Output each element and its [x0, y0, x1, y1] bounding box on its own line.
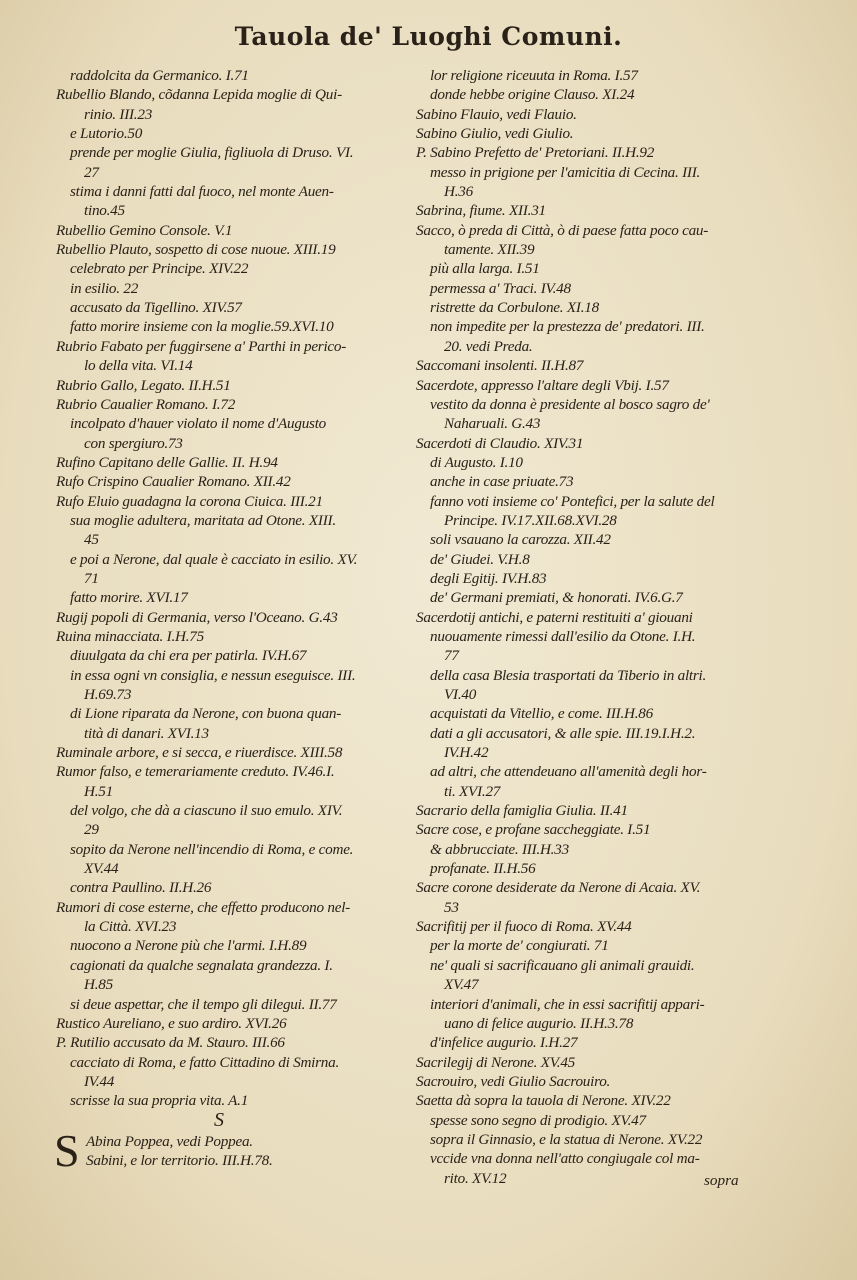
- index-entry: XV.47: [444, 976, 479, 994]
- index-entry: sopito da Nerone nell'incendio di Roma, e come.: [70, 840, 354, 858]
- index-entry: fatto morire. XVI.17: [70, 589, 188, 607]
- index-entry: d'infelice augurio. I.H.27: [430, 1034, 578, 1052]
- index-entry: nuocono a Nerone più che l'armi. I.H.89: [70, 937, 307, 955]
- index-entry: Rubrio Gallo, Legato. II.H.51: [56, 376, 231, 394]
- index-entry: Sabini, e lor territorio. III.H.78.: [86, 1152, 273, 1170]
- index-entry: celebrato per Principe. XIV.22: [70, 260, 249, 278]
- index-entry: Rubrio Caualier Romano. I.72: [56, 395, 236, 413]
- index-entry: P. Rutilio accusato da M. Stauro. III.66: [56, 1034, 285, 1052]
- index-entry: rinio. III.23: [84, 105, 153, 123]
- index-entry: Sacre corone desiderate da Nerone di Acaia. XV.: [416, 879, 701, 897]
- index-entry: fanno voti insieme co' Pontefici, per la salute del: [430, 492, 715, 510]
- left-column: [56, 66, 416, 1111]
- index-entry: della casa Blesia trasportati da Tiberio in altri.: [430, 666, 707, 684]
- index-entry: incolpato d'hauer violato il nome d'Augusto: [70, 415, 327, 433]
- drop-capital: S: [54, 1125, 80, 1176]
- index-entry: ristrette da Corbulone. XI.18: [430, 299, 599, 317]
- index-entry: P. Sabino Prefetto de' Pretoriani. II.H.92: [416, 144, 655, 162]
- index-entry: Sabino Flauio, vedi Flauio.: [416, 105, 577, 123]
- index-entry: ad altri, che attendeuano all'amenità degli hor-: [430, 763, 707, 781]
- index-entry: Sacco, ò preda di Città, ò di paese fatta poco cau-: [416, 221, 709, 239]
- index-entry: 77: [444, 647, 459, 665]
- index-entry: 71: [84, 569, 99, 587]
- index-entry: stima i danni fatti dal fuoco, nel monte Auen-: [70, 183, 334, 201]
- index-entry: lor religione riceuuta in Roma. I.57: [430, 67, 638, 84]
- index-entry: cacciato di Roma, e fatto Cittadino di Smirna.: [70, 1053, 340, 1071]
- index-entry: Rustico Aureliano, e suo ardiro. XVI.26: [56, 1014, 287, 1032]
- index-entry: 29: [84, 821, 99, 839]
- index-entry: sua moglie adultera, maritata ad Otone. XIII.: [70, 511, 336, 529]
- index-entry: di Augusto. I.10: [430, 453, 523, 471]
- index-entry: Saccomani insolenti. II.H.87: [416, 357, 584, 375]
- index-entry: spesse sono segno di prodigio. XV.47: [430, 1111, 646, 1129]
- index-entry: tità di danari. XVI.13: [84, 724, 209, 742]
- index-entry: tino.45: [84, 202, 125, 220]
- section-s-entries: [86, 1132, 406, 1171]
- index-entry: permessa a' Traci. IV.48: [430, 279, 571, 297]
- index-entry: e poi a Nerone, dal quale è cacciato in esilio. XV.: [70, 550, 358, 568]
- index-entry: Rubrio Fabato per fuggirsene a' Parthi in perico-: [56, 337, 347, 355]
- index-entry: soli vsauano la carozza. XII.42: [430, 531, 611, 549]
- index-entry: non impedite per la prestezza de' predatori. III.: [430, 318, 705, 336]
- index-entry: 45: [84, 531, 99, 549]
- index-entry: e Lutorio.50: [70, 125, 143, 143]
- index-entry: Rubellio Plauto, sospetto di cose nuoue. XIII.19: [56, 241, 336, 259]
- index-entry: de' Germani premiati, & honorati. IV.6.G.7: [430, 589, 683, 607]
- index-entry: Ruina minacciata. I.H.75: [56, 627, 204, 645]
- index-entry: per la morte de' congiurati. 71: [430, 937, 609, 955]
- index-entry: scrisse la sua propria vita. A.1: [70, 1092, 249, 1110]
- index-entry: Sacrario della famiglia Giulia. II.41: [416, 802, 628, 820]
- index-entry: Rubellio Blando, cõdanna Lepida moglie di Qui-: [56, 86, 342, 104]
- right-column: [416, 66, 801, 1188]
- index-entry: Naharuali. G.43: [444, 415, 541, 433]
- index-entry: Sacre cose, e profane saccheggiate. I.51: [416, 821, 651, 839]
- index-entry: Saetta dà sopra la tauola di Nerone. XIV.22: [416, 1092, 671, 1110]
- index-entry: profanate. II.H.56: [430, 860, 536, 878]
- index-entry: de' Giudei. V.H.8: [430, 550, 530, 568]
- index-entry: sopra il Ginnasio, e la statua di Nerone. XV.22: [430, 1130, 703, 1148]
- index-entry: ti. XVI.27: [444, 782, 501, 800]
- index-entry: Rugij popoli di Germania, verso l'Oceano. G.43: [56, 608, 338, 626]
- index-entry: IV.H.42: [444, 744, 489, 762]
- index-entry: H.36: [444, 183, 473, 201]
- index-entry: diuulgata da chi era per patirla. IV.H.67: [70, 647, 307, 665]
- index-entry: Sacrilegij di Nerone. XV.45: [416, 1053, 576, 1071]
- index-entry: di Lione riparata da Nerone, con buona quan-: [70, 705, 342, 723]
- index-entry: rito. XV.12: [444, 1169, 507, 1187]
- index-entry: Sabino Giulio, vedi Giulio.: [416, 125, 574, 143]
- index-entry: 27: [84, 163, 99, 181]
- index-entry: Sacrouiro, vedi Giulio Sacrouiro.: [416, 1072, 611, 1090]
- index-entry: Abina Poppea, vedi Poppea.: [86, 1133, 253, 1150]
- page-title: Tauola de' Luoghi Comuni.: [234, 22, 623, 51]
- index-entry: Sacerdote, appresso l'altare degli Vbij. I.57: [416, 376, 669, 394]
- index-entry: messo in prigione per l'amicitia di Cecina. III.: [430, 163, 701, 181]
- index-entry: Ruminale arbore, e si secca, e riuerdisce. XIII.58: [56, 744, 343, 762]
- index-entry: Sacerdotij antichi, e paterni restituiti a' giouani: [416, 608, 693, 626]
- index-entry: acquistati da Vitellio, e come. III.H.86: [430, 705, 653, 723]
- index-entry: Rubellio Gemino Console. V.1: [56, 221, 233, 239]
- index-entry: Rumor falso, e temerariamente creduto. IV.46.I.: [56, 763, 335, 781]
- index-entry: Sabrina, fiume. XII.31: [416, 202, 546, 220]
- index-entry: la Città. XVI.23: [84, 918, 177, 936]
- index-entry: Sacerdoti di Claudio. XIV.31: [416, 434, 584, 452]
- index-entry: lo della vita. VI.14: [84, 357, 193, 375]
- index-entry: del volgo, che dà a ciascuno il suo emulo. XIV.: [70, 802, 343, 820]
- index-entry: ne' quali si sacrificauano gli animali grauidi.: [430, 956, 695, 974]
- index-entry: H.69.73: [84, 686, 132, 703]
- index-entry: tamente. XII.39: [444, 241, 535, 259]
- index-entry: vestito da donna è presidente al bosco sagro de': [430, 395, 710, 413]
- index-entry: prende per moglie Giulia, figliuola di Druso. VI.: [70, 144, 354, 162]
- index-entry: degli Egitij. IV.H.83: [430, 569, 547, 587]
- index-entry: 53: [444, 898, 459, 916]
- index-entry: H.85: [84, 976, 113, 994]
- index-entry: più alla larga. I.51: [430, 260, 540, 278]
- index-entry: Rufino Capitano delle Gallie. II. H.94: [56, 453, 278, 471]
- index-entry: donde hebbe origine Clauso. XI.24: [430, 86, 635, 104]
- index-entry: si deue aspettar, che il tempo gli dilegui. II.77: [70, 995, 337, 1013]
- index-entry: Rufo Crispino Caualier Romano. XII.42: [56, 473, 291, 491]
- index-entry: XV.44: [84, 860, 119, 878]
- index-entry: con spergiuro.73: [84, 434, 183, 452]
- index-entry: & abbrucciate. III.H.33: [430, 840, 569, 858]
- index-entry: Rumori di cose esterne, che effetto producono nel-: [56, 898, 350, 916]
- index-entry: Rufo Eluio guadagna la corona Ciuica. III.21: [56, 492, 323, 510]
- section-letter-heading: S: [214, 1109, 224, 1131]
- index-entry: 20. vedi Preda.: [444, 337, 533, 355]
- index-entry: vccide vna donna nell'atto congiugale col ma-: [430, 1150, 700, 1168]
- index-entry: anche in case priuate.73: [430, 473, 574, 491]
- index-entry: VI.40: [444, 686, 477, 703]
- index-entry: dati a gli accusatori, & alle spie. III.19.I.H.2.: [430, 724, 696, 742]
- index-entry: raddolcita da Germanico. I.71: [70, 67, 249, 84]
- index-entry: contra Paullino. II.H.26: [70, 879, 212, 897]
- index-entry: cagionati da qualche segnalata grandezza. I.: [70, 956, 333, 974]
- index-entry: fatto morire insieme con la moglie.59.XVI.10: [70, 318, 334, 336]
- index-entry: uano di felice augurio. II.H.3.78: [444, 1014, 634, 1032]
- index-entry: Sacrifitij per il fuoco di Roma. XV.44: [416, 918, 632, 936]
- index-entry: H.51: [84, 782, 113, 800]
- index-entry: in esilio. 22: [70, 279, 139, 297]
- index-entry: in essa ogni vn consiglia, e nessun eseguisce. III.: [70, 666, 356, 684]
- catchword: sopra: [704, 1172, 739, 1189]
- index-entry: nuouamente rimessi dall'esilio da Otone. I.H.: [430, 627, 696, 645]
- index-entry: Principe. IV.17.XII.68.XVI.28: [444, 511, 617, 529]
- index-entry: accusato da Tigellino. XIV.57: [70, 299, 242, 317]
- index-entry: IV.44: [84, 1072, 115, 1090]
- index-entry: interiori d'animali, che in essi sacrifitij appari-: [430, 995, 705, 1013]
